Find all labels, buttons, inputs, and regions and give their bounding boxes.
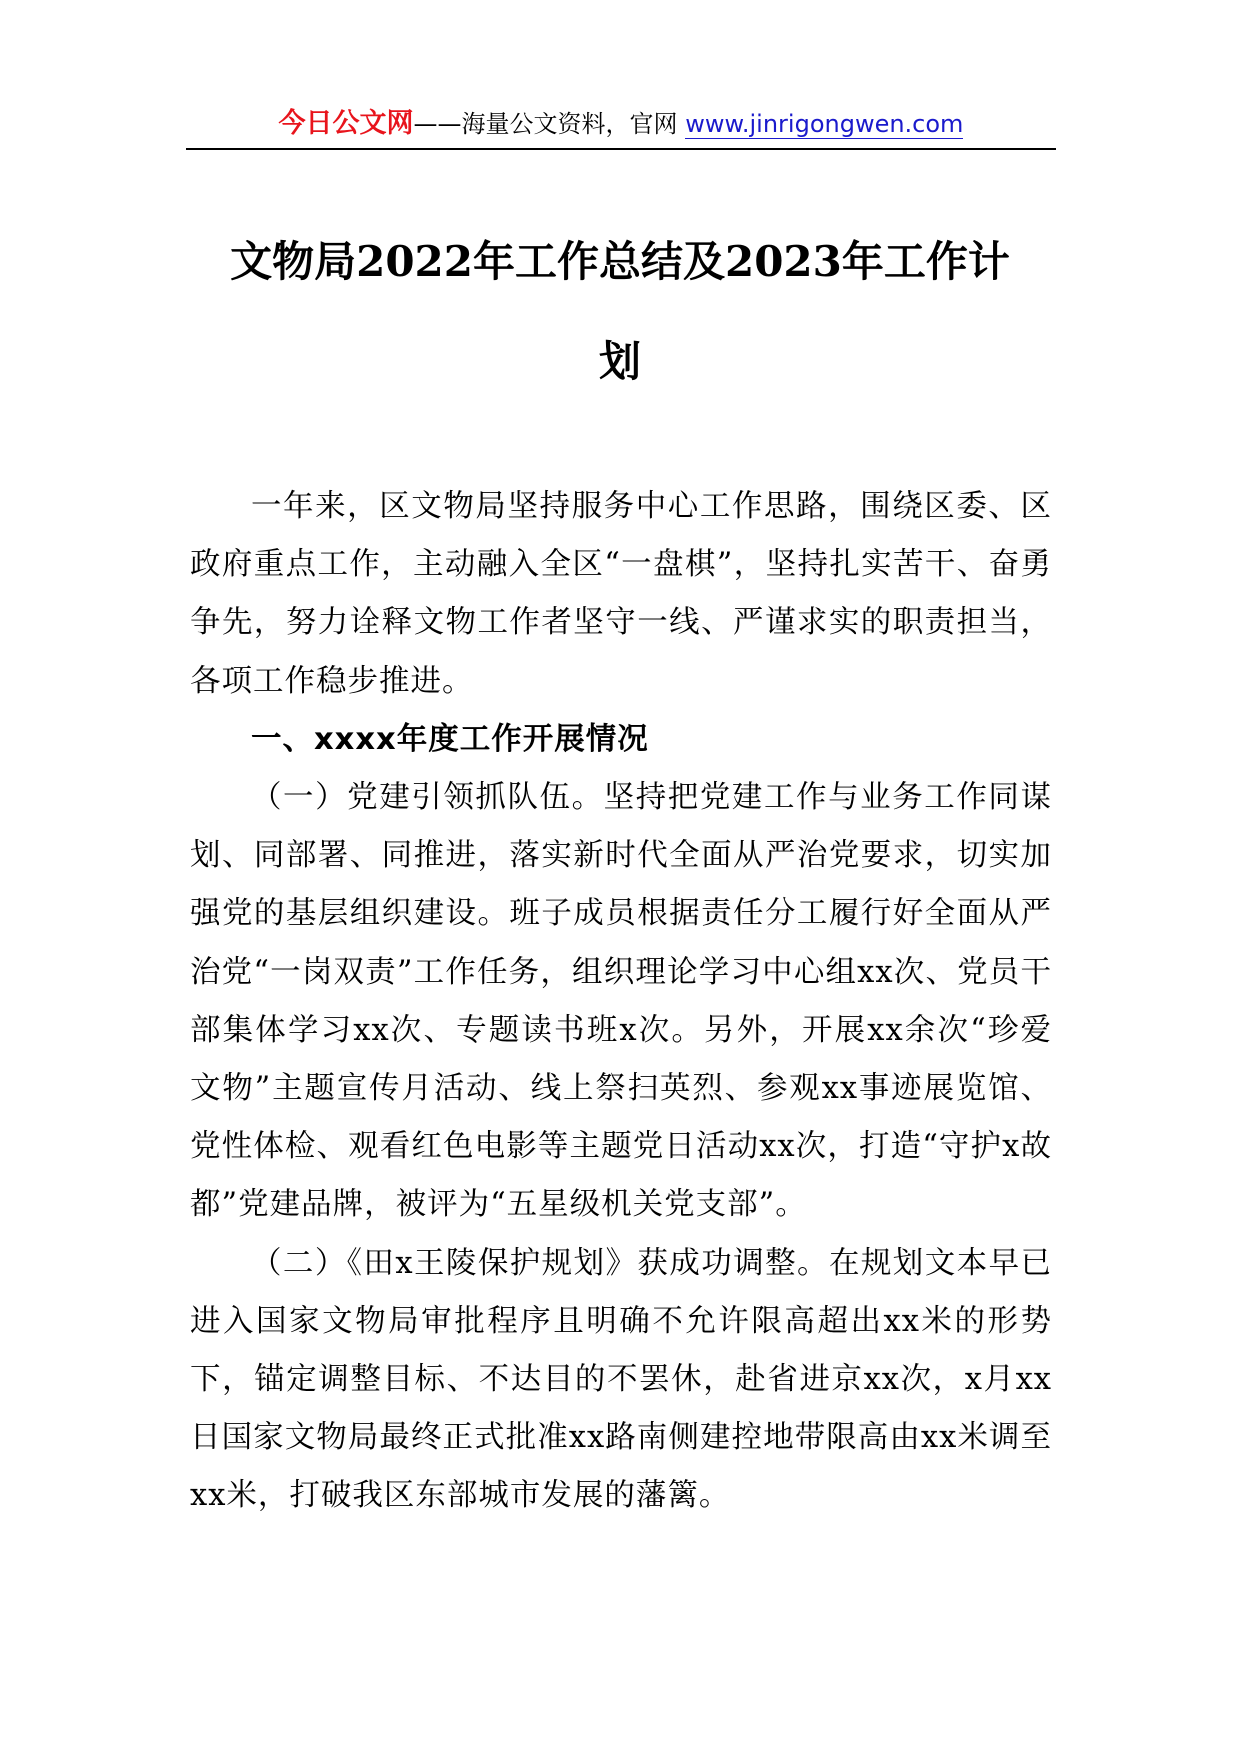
document-title-line-2: 划 (598, 337, 641, 386)
site-header (186, 102, 1056, 150)
party-building-paragraph: （一）党建引领抓队伍。坚持把党建工作与业务工作同谋划、同部署、同推进，落实新时代全面从严治党要求，切实加强党的基层组织建设。班子成员根据责任分工履行好全面从严治党“一岗双责”工作任务，组织理论学习中心组xx次、党员干部集体学习xx次、专题读书班x次。另外，开展xx余次“珍爱文物”主题宣传月活动、线上祭扫英烈、参观xx事迹展览馆、党性体检、观看红色电影等主题党日活动xx次，打造“守护x故都”党建品牌，被评为“五星级机关党支部”。 (190, 780, 1052, 1223)
document-body (190, 478, 1052, 1526)
section-heading-1: 一、xxxx年度工作开展情况 (251, 721, 649, 757)
intro-paragraph: 一年来，区文物局坚持服务中心工作思路，围绕区委、区政府重点工作，主动融入全区“一盘棋”，坚持扎实苦干、奋勇争先，努力诠释文物工作者坚守一线、严谨求实的职责担当，各项工作稳步推进。 (190, 489, 1052, 699)
tomb-protection-plan-paragraph: （二）《田x王陵保护规划》获成功调整。在规划文本早已进入国家文物局审批程序且明确不允许限高超出xx米的形势下，锚定调整目标、不达目的不罢休，赴省进京xx次，x月xx日国家文物局最终正式批准xx路南侧建控地带限高由xx米调至xx米，打破我区东部城市发展的藩篱。 (190, 1245, 1052, 1514)
site-brand: 今日公文网 (278, 108, 414, 139)
document-title-line-1: 文物局2022年工作总结及2023年工作计 (230, 237, 1010, 286)
site-url-link[interactable]: www.jinrigongwen.com (685, 110, 964, 138)
site-tagline: ——海量公文资料，官网 (413, 110, 686, 138)
